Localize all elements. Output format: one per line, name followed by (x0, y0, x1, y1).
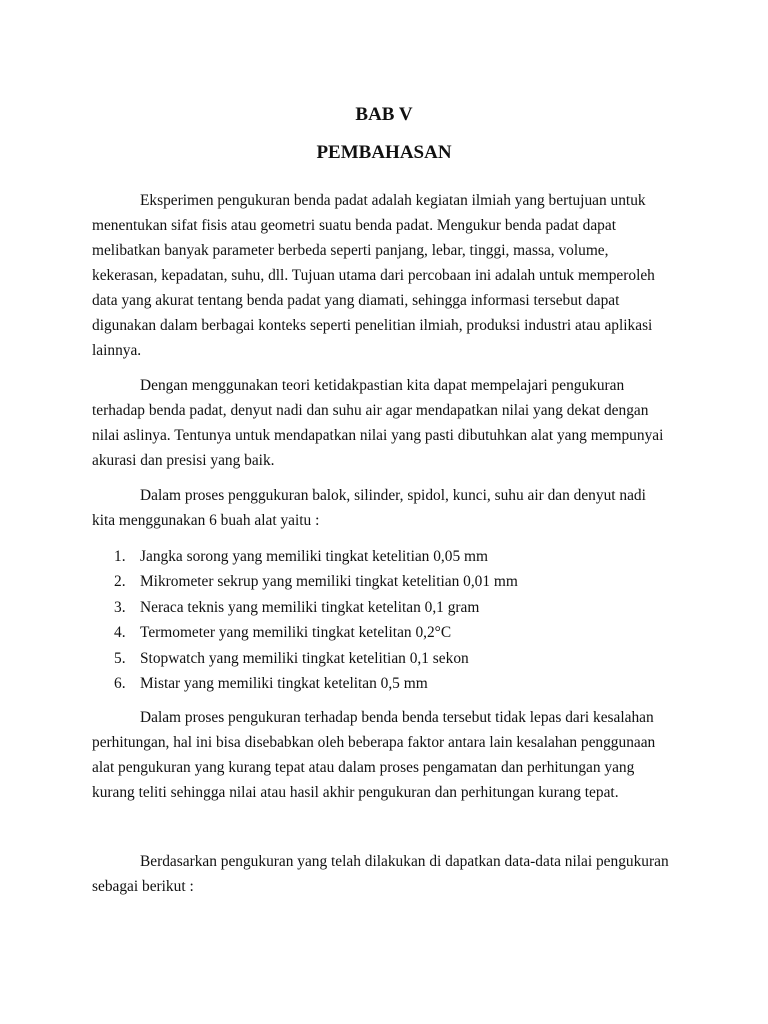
paragraph-line: Dengan menggunakan teori ketidakpastian kita dapat mempelajari pengukuran (140, 377, 625, 394)
list-item (92, 569, 692, 594)
paragraph-errors (92, 705, 692, 805)
paragraph-line: melibatkan banyak parameter berbeda seperti panjang, lebar, tinggi, massa, volume, (92, 242, 609, 259)
paragraph-line: lainnya. (92, 342, 142, 359)
paragraph-line: sebagai berikut : (92, 878, 194, 895)
paragraph-line: terhadap benda padat, denyut nadi dan suhu air agar mendapatkan nilai yang dekat dengan (92, 402, 649, 419)
list-item (92, 646, 692, 671)
paragraph-line: digunakan dalam berbagai konteks seperti penelitian ilmiah, produksi industri atau aplikasi (92, 317, 653, 334)
paragraph-tools-intro (92, 483, 692, 533)
paragraph-line: kurang teliti sehingga nilai atau hasil akhir pengukuran dan perhitungan kurang tepat. (92, 784, 619, 801)
paragraph-line: nilai aslinya. Tentunya untuk mendapatkan nilai yang pasti dibutuhkan alat yang mempunyai (92, 427, 664, 444)
paragraph-line: alat pengukuran yang kurang tepat atau dalam proses pengamatan dan perhitungan yang (92, 759, 635, 776)
list-text: Neraca teknis yang memiliki tingkat ketelitan 0,1 gram (140, 598, 480, 616)
list-text: Stopwatch yang memiliki tingkat ketelitian 0,1 sekon (140, 649, 469, 667)
list-text: Mikrometer sekrup yang memiliki tingkat ketelitian 0,01 mm (140, 573, 518, 591)
paragraph-line: Dalam proses penggukuran balok, silinder, spidol, kunci, suhu air dan denyut nadi (140, 487, 646, 504)
list-item (92, 671, 692, 696)
paragraph-line: Dalam proses pengukuran terhadap benda benda tersebut tidak lepas dari kesalahan (140, 709, 654, 726)
list-number: 4. (114, 624, 126, 642)
list-item (92, 544, 692, 569)
list-number: 6. (114, 674, 126, 692)
chapter-title: PEMBAHASAN (316, 142, 452, 163)
list-number: 3. (114, 598, 126, 616)
list-number: 2. (114, 573, 126, 591)
list-number: 5. (114, 649, 126, 667)
paragraph-line: perhitungan, hal ini bisa disebabkan oleh beberapa faktor antara lain kesalahan penggunaan (92, 734, 656, 751)
list-item (92, 595, 692, 620)
paragraph-line: kita menggunakan 6 buah alat yaitu : (92, 512, 320, 529)
paragraph-line: Berdasarkan pengukuran yang telah dilakukan di dapatkan data-data nilai pengukuran (140, 853, 669, 870)
list-item (92, 620, 692, 645)
paragraph-line: menentukan sifat fisis atau geometri suatu benda padat. Mengukur benda padat dapat (92, 217, 616, 234)
paragraph-line: akurasi dan presisi yang baik. (92, 452, 275, 469)
list-text: Termometer yang memiliki tingkat ketelitan 0,2°C (140, 624, 452, 642)
chapter-heading: BAB V (355, 104, 413, 125)
paragraph-uncertainty (92, 373, 692, 473)
list-text: Jangka sorong yang memiliki tingkat ketelitian 0,05 mm (140, 548, 488, 565)
tools-list (92, 544, 692, 696)
paragraph-line: data yang akurat tentang benda padat yang diamati, sehingga informasi tersebut dapat (92, 292, 620, 309)
list-text: Mistar yang memiliki tingkat ketelitan 0,5 mm (140, 674, 428, 692)
list-number: 1. (114, 548, 126, 565)
paragraph-results-intro (92, 849, 692, 899)
paragraph-line: kekerasan, kepadatan, suhu, dll. Tujuan utama dari percobaan ini adalah untuk memperoleh (92, 267, 655, 284)
paragraph-intro (92, 188, 692, 363)
paragraph-line: Eksperimen pengukuran benda padat adalah kegiatan ilmiah yang bertujuan untuk (140, 192, 646, 209)
